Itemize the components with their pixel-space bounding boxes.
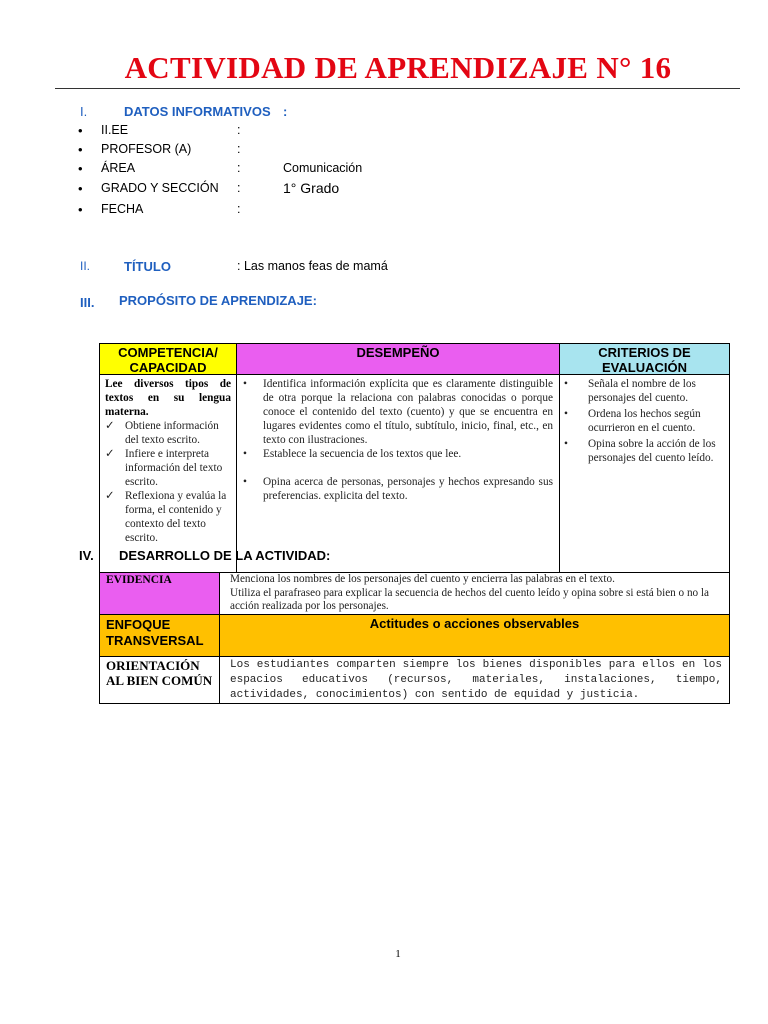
row-sep: : — [237, 202, 241, 216]
row-label-profesor: PROFESOR (A) — [101, 142, 192, 156]
section-4-label: DESARROLLO DE LA ACTIVIDAD: — [119, 548, 331, 563]
header-competencia: COMPETENCIA/ CAPACIDAD — [99, 343, 237, 375]
section-2-label: TÍTULO — [124, 259, 171, 274]
bullet-icon: • — [78, 202, 83, 217]
row-label-area: ÁREA — [101, 161, 136, 175]
row-label-grado: GRADO Y SECCIÓN — [101, 181, 219, 195]
bullet-icon: • — [78, 142, 83, 157]
header-criterios: CRITERIOS DE EVALUACIÓN — [559, 343, 730, 375]
check-icon: ✓ — [105, 420, 115, 432]
desempeno-cell — [236, 374, 560, 573]
competencia-title: Lee diversos tipos de textos en su lengua materna. — [105, 378, 231, 418]
capacidad-item: ✓ Infiere e interpreta información del texto escrito. — [105, 448, 223, 488]
enfoque-label: ENFOQUE TRANSVERSAL — [99, 614, 220, 657]
section-1-label: DATOS INFORMATIVOS — [124, 104, 271, 119]
section-1-colon: : — [283, 104, 288, 119]
evidencia-text — [219, 572, 730, 615]
desempeno-item: • Opina acerca de personas, personajes y hechos expresando sus preferencias. explicita del texto. — [243, 476, 553, 502]
check-icon: ✓ — [105, 448, 115, 460]
header-desempeno: DESEMPEÑO — [236, 343, 560, 375]
section-1-number: I. — [80, 104, 88, 119]
document-title: ACTIVIDAD DE APRENDIZAJE N° 16 — [124, 50, 672, 85]
page-number: 1 — [395, 948, 401, 960]
criterio-item: • Señala el nombre de los personajes del cuento. — [564, 378, 696, 404]
check-icon: ✓ — [105, 490, 115, 502]
row-label-iiee: II.EE — [101, 123, 129, 137]
capacidad-item: ✓ Obtiene información del texto escrito. — [105, 420, 219, 446]
section-2-number: II. — [80, 259, 91, 273]
row-sep: : — [237, 123, 241, 137]
bullet-icon: • — [78, 161, 83, 176]
orientacion-text: Los estudiantes comparten siempre los bienes disponibles para ellos en los espacios educativos (recursos, materiales, instalaciones, tiempo, actividades, conocimientos) con sentido de equidad y justicia. — [219, 656, 730, 704]
capacidad-item: ✓ Reflexiona y evalúa la forma, el contenido y contexto del texto escrito. — [105, 490, 227, 544]
title-divider — [55, 88, 740, 89]
row-value-area: Comunicación — [283, 161, 363, 175]
orientacion-label: ORIENTACIÓN AL BIEN COMÚN — [99, 656, 220, 704]
criterio-item: • Opina sobre la acción de los personajes del cuento leído. — [564, 438, 716, 464]
bullet-icon: • — [78, 181, 83, 196]
titulo-value: : Las manos feas de mamá — [237, 259, 388, 273]
section-4-number: IV. — [79, 548, 94, 563]
evidencia-label: EVIDENCIA — [99, 572, 220, 615]
desempeno-item: • Establece la secuencia de los textos que lee. — [243, 448, 462, 460]
section-3-label: PROPÓSITO DE APRENDIZAJE: — [119, 293, 317, 308]
row-sep: : — [237, 161, 241, 175]
bullet-icon: • — [78, 123, 83, 138]
row-label-fecha: FECHA — [101, 202, 144, 216]
row-value-grado: 1° Grado — [283, 180, 340, 196]
desempeno-item: • Identifica información explícita que es claramente distinguible de otra porque la relaciona con palabras conocidas o porque conoce el contenido del texto (cuento) y que se encuentra en lugares evidentes como el título, subtítulo, inicio, final, etc., en texto con ilustraciones. — [243, 378, 553, 446]
criterio-item: • Ordena los hechos según ocurrieron en el cuento. — [564, 408, 701, 434]
evidencia-line: Menciona los nombres de los personajes del cuento y encierra las palabras en el texto. — [230, 573, 615, 585]
competencia-cell — [99, 374, 237, 573]
section-3-number: III. — [80, 295, 95, 310]
evidencia-line: Utiliza el parafraseo para explicar la secuencia de hechos del cuento leído y opina sobre si está bien o no la acción realizada por los personajes. — [230, 586, 709, 612]
actitudes-label: Actitudes o acciones observables — [219, 614, 730, 657]
row-sep: : — [237, 181, 241, 195]
criterios-cell — [559, 374, 730, 573]
row-sep: : — [237, 142, 241, 156]
